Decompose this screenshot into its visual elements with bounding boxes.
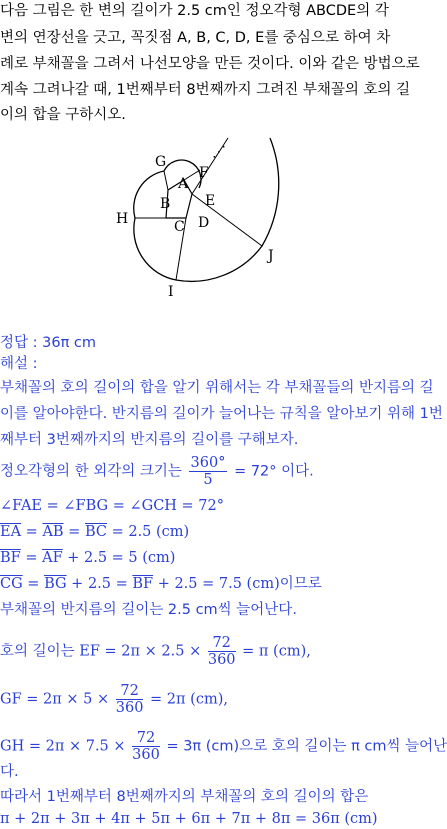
- arc-EF: EF: [79, 643, 100, 660]
- ext-angle-post: = 72° 이다.: [234, 463, 314, 480]
- label-H: H: [116, 211, 129, 227]
- arc2-num: 72: [116, 683, 144, 700]
- ext-angle-num: 360°: [190, 455, 226, 471]
- seg-AF: $\overline{AF}$: [42, 550, 63, 566]
- seg-CG: $\overline{CG}$: [0, 576, 23, 592]
- label-D: D: [198, 215, 210, 231]
- arc3-fraction: [132, 730, 160, 763]
- problem-line-5: 이의 합을 구하시오.: [0, 107, 126, 123]
- label-C: C: [174, 219, 185, 235]
- final-sum: π + 2π + 3π + 4π + 5π + 6π + 7π + 8π = 36π (cm): [0, 811, 378, 827]
- conclusion: 따라서 1번째부터 8번째까지의 부채꼴의 호의 길이의 합은: [0, 789, 369, 805]
- label-B: B: [160, 196, 171, 212]
- label-F: F: [199, 165, 209, 181]
- arc1-pre: 호의 길이는: [0, 643, 75, 660]
- label-A: A: [178, 176, 189, 192]
- seg1-end: = 2.5 (cm): [111, 524, 190, 540]
- segment-line-3: $\overline{CG} = \overline{BG} + 2.5 = \overline{BF} + 2.5 = 7.5$ (cm)이므로: [0, 576, 322, 592]
- ext-angle-fraction: [189, 455, 228, 488]
- angles-line: ∠FAE = ∠FBG = ∠GCH = 72°: [0, 498, 224, 514]
- para-3: 째부터 3번째까지의 반지름의 길이를 구해보자.: [0, 432, 299, 448]
- arc2-den: 360: [115, 700, 144, 716]
- label-I: I: [168, 284, 174, 300]
- arc2-fraction: [116, 683, 144, 716]
- segment-line-1: $\overline{EA} = \overline{AB} = \overline{BC} = 2.5$ (cm): [0, 524, 190, 540]
- increase-line: 부채꼴의 반지름의 길이는 2.5 cm씩 늘어난다.: [0, 602, 297, 618]
- seg3-end: + 2.5 = 7.5 (cm)이므로: [157, 576, 322, 592]
- seg-BG: $\overline{BG}$: [44, 576, 67, 592]
- answer: 정답 : 36π cm: [0, 335, 97, 351]
- ext-angle-pre: 정오각형의 한 외각의 크기는: [0, 463, 182, 480]
- arc3-den: 360: [132, 747, 160, 763]
- arc2-mid: = 2π × 5 ×: [26, 691, 110, 708]
- seg-AB: $\overline{AB}$: [42, 524, 64, 540]
- label-J: J: [268, 248, 274, 264]
- seg-BF: $\overline{BF}$: [0, 550, 21, 566]
- arc-GF: GF: [0, 691, 22, 708]
- arc1-end: = π (cm),: [242, 643, 311, 660]
- problem-line-1: 다음 그림은 한 변의 길이가 2.5 cm인 정오각형 ABCDE의 각: [0, 3, 389, 19]
- arc2-end: = 2π (cm),: [150, 691, 228, 708]
- arc3-mid: = 2π × 7.5 ×: [28, 738, 126, 755]
- seg2-end: + 2.5 = 5 (cm): [67, 550, 176, 566]
- arc-line-3: [0, 730, 447, 763]
- arc1-fraction: [208, 635, 236, 668]
- arc3-num: 72: [132, 730, 160, 747]
- arc-line-2: [0, 683, 228, 716]
- arc3-end: = 3π (cm)으로 호의 길이는 π cm씩 늘어난: [166, 738, 447, 755]
- seg-BF2: $\overline{BF}$: [132, 576, 154, 592]
- problem-line-4: 계속 그려나갈 때, 1번째부터 8번째까지 그려진 부채꼴의 호의 길: [0, 82, 411, 98]
- segment-line-2: $\overline{BF} = \overline{AF} + 2.5 = 5$ (cm): [0, 550, 176, 566]
- arc-line-1: [0, 635, 311, 668]
- seg-BC: $\overline{BC}$: [84, 524, 107, 540]
- ext-angle-den: 5: [203, 472, 213, 488]
- arc1-den: 360: [207, 652, 236, 668]
- radius-line: [164, 171, 168, 190]
- arc1-num: 72: [208, 635, 236, 652]
- seg-EA: $\overline{EA}$: [0, 524, 22, 540]
- label-dots: ⋰: [212, 144, 226, 160]
- para-1: 부채꼴의 호의 길이의 합을 알기 위해서는 각 부채꼴들의 반지름의 길: [0, 380, 434, 396]
- label-G: G: [155, 154, 167, 170]
- arc-GH: GH: [0, 738, 25, 755]
- ext-angle-line: [0, 455, 314, 488]
- explain-title: 해설 :: [0, 356, 38, 372]
- problem-line-2: 변의 연장선을 긋고, 꼭짓점 A, B, C, D, E를 중심으로 하여 차: [0, 30, 391, 46]
- arc1-mid: = 2π × 2.5 ×: [104, 643, 202, 660]
- problem-line-3: 례로 부채꼴을 그려서 나선모양을 만든 것이다. 이와 같은 방법으로: [0, 56, 420, 72]
- arc3-end-2: 다.: [0, 764, 19, 780]
- spiral-figure: [100, 130, 340, 300]
- label-E: E: [205, 193, 216, 209]
- para-2: 이를 알아야한다. 반지름의 길이가 늘어나는 규칙을 알아보기 위해 1번: [0, 406, 443, 422]
